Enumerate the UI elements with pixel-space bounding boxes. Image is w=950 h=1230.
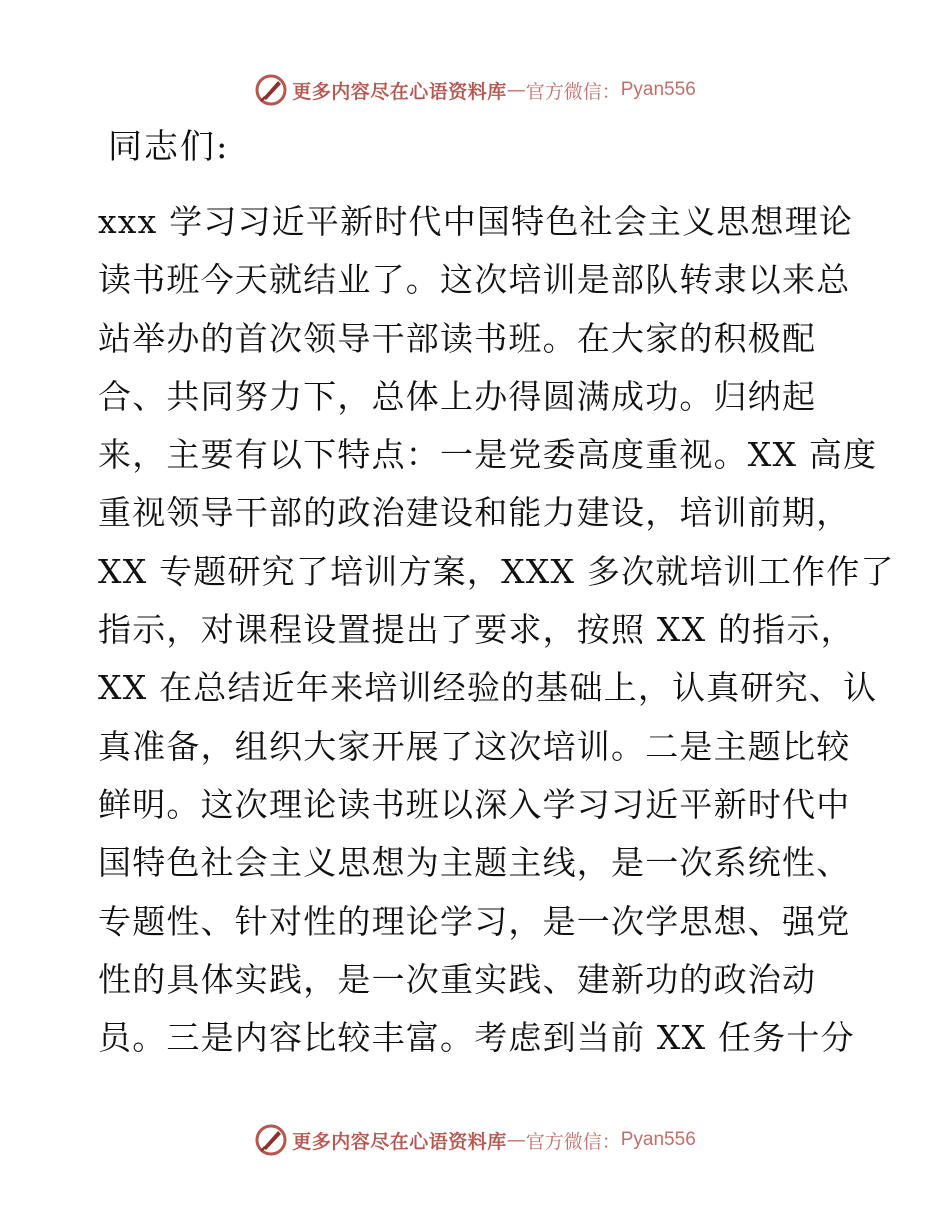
text-line: 员。三是内容比较丰富。考虑到当前 XX 任务十分: [98, 1018, 855, 1058]
text-line: 专题性、针对性的理论学习，是一次学思想、强党: [98, 901, 851, 941]
text-line: 真准备，组织大家开展了这次培训。二是主题比较: [98, 726, 851, 766]
text-line: 鲜明。这次理论读书班以深入学习习近平新时代中: [98, 784, 851, 824]
text-line: 合、共同努力下，总体上办得圆满成功。归纳起: [98, 376, 817, 416]
header-watermark: [0, 70, 950, 110]
body-text: [98, 193, 895, 1067]
text-line: 来，主要有以下特点：一是党委高度重视。XX 高度: [98, 435, 878, 475]
text-line: 重视领导干部的政治建设和能力建设，培训前期，: [98, 493, 851, 533]
feather-pen-logo-icon: [254, 1123, 288, 1157]
watermark-handle: Pyan556: [620, 79, 696, 100]
text-line: XX 专题研究了培训方案，XXX 多次就培训工作作了: [98, 551, 895, 591]
text-line: 性的具体实践，是一次重实践、建新功的政治动: [98, 959, 817, 999]
text-line: 站举办的首次领导干部读书班。在大家的积极配: [98, 318, 817, 358]
feather-pen-logo-icon: [254, 73, 288, 107]
text-line: 国特色社会主义思想为主题主线，是一次系统性、: [98, 843, 851, 883]
watermark-main-text: 更多内容尽在心语资料库: [292, 1130, 507, 1153]
greeting: 同志们:: [108, 127, 230, 167]
watermark-separator: —: [506, 79, 526, 101]
watermark-separator: —: [506, 1129, 526, 1151]
text-line: xxx 学习习近平新时代中国特色社会主义思想理论: [98, 202, 854, 241]
watermark-main-text: 更多内容尽在心语资料库: [292, 80, 507, 103]
text-line: XX 在总结近年来培训经验的基础上，认真研究、认: [98, 668, 878, 708]
text-line: 指示，对课程设置提出了要求，按照 XX 的指示，: [98, 610, 855, 650]
footer-watermark: [0, 1120, 950, 1160]
watermark-sub-text: 官方微信：: [525, 80, 621, 103]
watermark-handle: Pyan556: [620, 1129, 696, 1150]
text-line: 读书班今天就结业了。这次培训是部队转隶以来总: [98, 260, 851, 300]
watermark-sub-text: 官方微信：: [525, 1130, 621, 1153]
